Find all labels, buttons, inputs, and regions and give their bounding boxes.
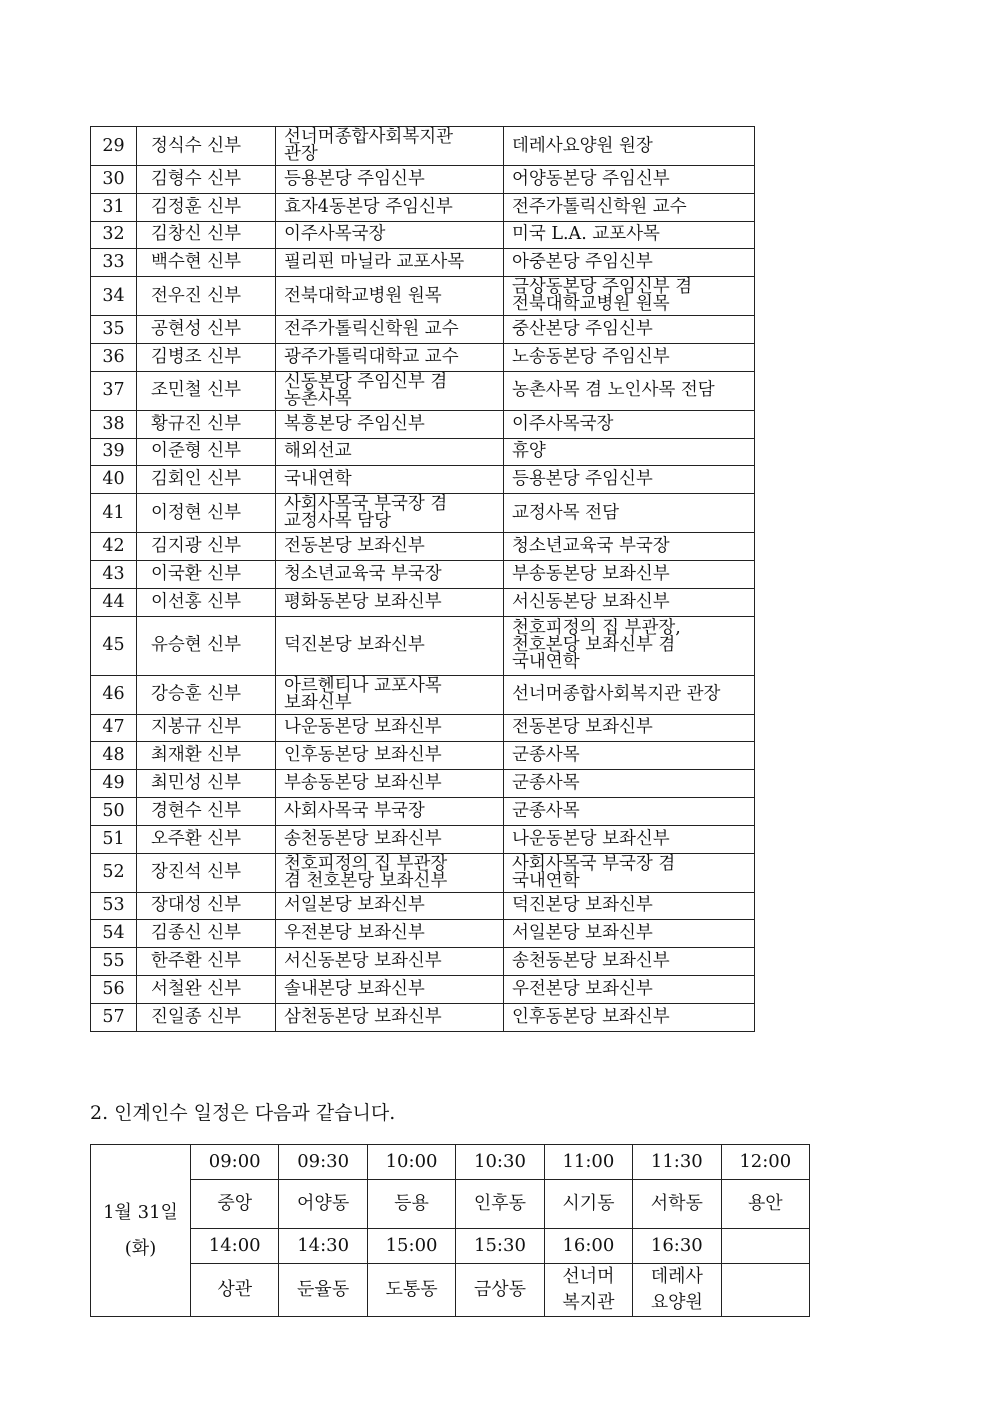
cell-line: 전주가톨릭신학원 교수 [512, 196, 687, 217]
cell-line: 금상동본당 주임신부 겸 [512, 277, 693, 298]
cell-line: 나운동본당 보좌신부 [284, 717, 442, 738]
cell-line: 요양원 [650, 1292, 703, 1313]
new-post [504, 166, 755, 194]
cell-line: 서일본당 보좌신부 [284, 895, 425, 916]
priest-name: 최민성 신부 [137, 770, 276, 798]
row-number: 29 [91, 127, 137, 166]
table-row [91, 714, 755, 742]
priest-name: 오주환 신부 [137, 825, 276, 853]
table-row [91, 975, 755, 1003]
previous-post [276, 560, 504, 588]
previous-post [276, 920, 504, 948]
priest-name: 이준형 신부 [137, 438, 276, 466]
cell-line: 솔내본당 보좌신부 [284, 978, 425, 999]
priest-name: 이정현 신부 [137, 494, 276, 533]
cell-line: 둔율동 [297, 1279, 350, 1300]
cell-line: 등용 [394, 1193, 429, 1214]
new-post [504, 343, 755, 371]
cell-line: 신동본당 주임신부 겸 [284, 371, 448, 392]
previous-post [276, 533, 504, 561]
previous-post [276, 166, 504, 194]
new-post [504, 588, 755, 616]
row-number: 30 [91, 166, 137, 194]
cell-line: 인후동본당 보좌신부 [284, 745, 442, 766]
new-post [504, 316, 755, 344]
row-number: 34 [91, 277, 137, 316]
cell-line: 교정사목 담당 [284, 511, 391, 532]
previous-post [276, 277, 504, 316]
cell-line: 농촌사목 겸 노인사목 전담 [512, 380, 715, 401]
priest-name: 김정훈 신부 [137, 193, 276, 221]
cell-line: 해외선교 [284, 441, 352, 462]
cell-line: 데레사요양원 원장 [512, 135, 653, 156]
table-row [91, 825, 755, 853]
schedule-heading: 2. 인계인수 일정은 다음과 같습니다. [90, 1102, 396, 1124]
new-post [504, 371, 755, 410]
cell-line: 상관 [217, 1279, 253, 1300]
new-post [504, 127, 755, 166]
new-post [504, 466, 755, 494]
row-number: 35 [91, 316, 137, 344]
new-post [504, 892, 755, 920]
new-post [504, 560, 755, 588]
previous-post [276, 193, 504, 221]
cell-line: 아중본당 주임신부 [512, 252, 653, 273]
cell-line: 필리핀 마닐라 교포사목 [284, 252, 465, 273]
row-number: 53 [91, 892, 137, 920]
previous-post [276, 770, 504, 798]
table-row [91, 371, 755, 410]
cell-line: 미국 L.A. 교포사목 [512, 224, 660, 245]
personnel-table [90, 126, 755, 1032]
schedule-row-afternoon-times [91, 1229, 810, 1264]
row-number: 36 [91, 343, 137, 371]
cell-line: 국내연학 [512, 870, 580, 891]
cell-line: 군종사목 [512, 773, 580, 794]
cell-line: 어양동 [297, 1193, 350, 1214]
row-number: 31 [91, 193, 137, 221]
previous-post [276, 797, 504, 825]
row-number: 38 [91, 410, 137, 438]
cell-line: 인후동본당 보좌신부 [512, 1006, 670, 1027]
row-number: 54 [91, 920, 137, 948]
cell-line: 국내연학 [512, 652, 580, 673]
cell-line: 복지관 [562, 1292, 615, 1313]
cell-line: 중앙 [217, 1193, 253, 1214]
cell-line: 관장 [284, 144, 318, 164]
cell-line: 나운동본당 보좌신부 [512, 828, 670, 849]
new-post [504, 438, 755, 466]
row-number: 45 [91, 616, 137, 675]
new-post [504, 770, 755, 798]
row-number: 56 [91, 975, 137, 1003]
cell-line: 전주가톨릭신학원 교수 [284, 319, 459, 340]
table-row [91, 221, 755, 249]
new-post [504, 221, 755, 249]
priest-name: 전우진 신부 [137, 277, 276, 316]
row-number: 32 [91, 221, 137, 249]
row-number: 52 [91, 853, 137, 892]
priest-name: 김종신 신부 [137, 920, 276, 948]
cell-line: 겸 천호본당 보좌신부 [284, 870, 448, 891]
priest-name: 김지광 신부 [137, 533, 276, 561]
cell-line: 금상동 [473, 1279, 527, 1300]
schedule-place [721, 1264, 809, 1317]
schedule-place [367, 1180, 455, 1229]
schedule-time: 14:30 [279, 1229, 367, 1264]
table-row [91, 410, 755, 438]
schedule-time: 15:30 [456, 1229, 544, 1264]
cell-line: 노송동본당 주임신부 [512, 346, 670, 367]
cell-line: 선너머종합사회복지관 [284, 127, 454, 147]
previous-post [276, 343, 504, 371]
previous-post [276, 714, 504, 742]
schedule-time: 10:30 [456, 1145, 544, 1180]
table-row [91, 675, 755, 714]
schedule-time: 16:00 [544, 1229, 632, 1264]
schedule-row-afternoon-places [91, 1264, 810, 1317]
priest-name: 김회인 신부 [137, 466, 276, 494]
schedule-place [721, 1180, 809, 1229]
priest-name: 지봉규 신부 [137, 714, 276, 742]
cell-line: 부송동본당 보좌신부 [284, 773, 442, 794]
priest-name: 장대성 신부 [137, 892, 276, 920]
schedule-place [633, 1264, 721, 1317]
cell-line: 청소년교육국 부국장 [512, 536, 670, 557]
priest-name: 김병조 신부 [137, 343, 276, 371]
priest-name: 정식수 신부 [137, 127, 276, 166]
cell-line: 우전본당 보좌신부 [512, 978, 653, 999]
cell-line: 덕진본당 보좌신부 [512, 895, 653, 916]
table-row [91, 616, 755, 675]
priest-name: 강승훈 신부 [137, 675, 276, 714]
cell-line: 아르헨티나 교포사목 [284, 675, 442, 696]
previous-post [276, 466, 504, 494]
handover-schedule-table [90, 1144, 810, 1317]
cell-line: 이주사목국장 [284, 224, 386, 245]
new-post [504, 249, 755, 277]
new-post [504, 277, 755, 316]
previous-post [276, 410, 504, 438]
table-row [91, 193, 755, 221]
table-row [91, 588, 755, 616]
row-number: 44 [91, 588, 137, 616]
cell-line: 시기동 [562, 1193, 615, 1214]
schedule-date-cell [91, 1145, 191, 1317]
schedule-place [367, 1264, 455, 1317]
cell-line: 교정사목 전담 [512, 502, 619, 523]
row-number: 33 [91, 249, 137, 277]
cell-line: 청소년교육국 부국장 [284, 563, 442, 584]
cell-line: 인후동 [473, 1193, 527, 1214]
schedule-place [544, 1264, 632, 1317]
previous-post [276, 742, 504, 770]
schedule-time: 11:00 [544, 1145, 632, 1180]
cell-line: 서신동본당 보좌신부 [284, 951, 442, 972]
table-row [91, 797, 755, 825]
schedule-place [633, 1180, 721, 1229]
new-post [504, 825, 755, 853]
priest-name: 조민철 신부 [137, 371, 276, 410]
priest-name: 백수현 신부 [137, 249, 276, 277]
row-number: 47 [91, 714, 137, 742]
row-number: 51 [91, 825, 137, 853]
cell-line: 데레사 [650, 1266, 703, 1287]
previous-post [276, 249, 504, 277]
schedule-place [279, 1264, 367, 1317]
cell-line: 휴양 [512, 441, 546, 462]
cell-line: 농촌사목 [284, 388, 352, 409]
schedule-time: 11:30 [633, 1145, 721, 1180]
previous-post [276, 825, 504, 853]
table-row [91, 1003, 755, 1031]
cell-line: 선너머 [562, 1266, 615, 1287]
cell-line: 송천동본당 보좌신부 [512, 951, 670, 972]
schedule-row-morning-times [91, 1145, 810, 1180]
row-number: 55 [91, 948, 137, 976]
new-post [504, 714, 755, 742]
table-row [91, 853, 755, 892]
cell-line: 사회사목국 부국장 [284, 800, 425, 821]
cell-line: 전북대학교병원 원목 [512, 294, 670, 315]
cell-line: 덕진본당 보좌신부 [284, 635, 425, 656]
new-post [504, 494, 755, 533]
cell-line: 서일본당 보좌신부 [512, 923, 653, 944]
previous-post [276, 494, 504, 533]
priest-name: 서철완 신부 [137, 975, 276, 1003]
table-row [91, 316, 755, 344]
previous-post [276, 438, 504, 466]
cell-line: 서신동본당 보좌신부 [512, 591, 670, 612]
cell-line: 국내연학 [284, 469, 352, 490]
priest-name: 김창신 신부 [137, 221, 276, 249]
schedule-place [456, 1180, 544, 1229]
row-number: 39 [91, 438, 137, 466]
row-number: 43 [91, 560, 137, 588]
previous-post [276, 675, 504, 714]
cell-line: 광주가톨릭대학교 교수 [284, 346, 459, 367]
previous-post [276, 221, 504, 249]
personnel-table-body [91, 127, 755, 1032]
schedule-place [456, 1264, 544, 1317]
schedule-time: 09:30 [279, 1145, 367, 1180]
row-number: 57 [91, 1003, 137, 1031]
table-row [91, 249, 755, 277]
new-post [504, 797, 755, 825]
new-post [504, 533, 755, 561]
cell-line: 도통동 [385, 1279, 438, 1300]
priest-name: 진일종 신부 [137, 1003, 276, 1031]
table-row [91, 892, 755, 920]
priest-name: 유승현 신부 [137, 616, 276, 675]
schedule-date: 1월 31일 [103, 1201, 178, 1223]
cell-line: 사회사목국 부국장 겸 [512, 853, 676, 874]
schedule-time [721, 1229, 809, 1264]
table-row [91, 920, 755, 948]
new-post [504, 853, 755, 892]
previous-post [276, 1003, 504, 1031]
cell-line: 전북대학교병원 원목 [284, 285, 442, 306]
cell-line: 부송동본당 보좌신부 [512, 563, 670, 584]
cell-line: 군종사목 [512, 800, 580, 821]
new-post [504, 920, 755, 948]
previous-post [276, 948, 504, 976]
priest-name: 한주환 신부 [137, 948, 276, 976]
row-number: 41 [91, 494, 137, 533]
cell-line: 전동본당 보좌신부 [512, 717, 653, 738]
row-number: 48 [91, 742, 137, 770]
schedule-time: 12:00 [721, 1145, 809, 1180]
cell-line: 서학동 [650, 1193, 703, 1214]
row-number: 46 [91, 675, 137, 714]
new-post [504, 1003, 755, 1031]
table-row [91, 533, 755, 561]
priest-name: 장진석 신부 [137, 853, 276, 892]
cell-line: 평화동본당 보좌신부 [284, 591, 442, 612]
cell-line: 천호본당 보좌신부 겸 [512, 635, 676, 656]
table-row [91, 948, 755, 976]
previous-post [276, 853, 504, 892]
schedule-time: 15:00 [367, 1229, 455, 1264]
new-post [504, 616, 755, 675]
cell-line: 등용본당 주임신부 [284, 168, 425, 189]
priest-name: 경현수 신부 [137, 797, 276, 825]
cell-line: 효자4동본당 주임신부 [284, 196, 453, 217]
cell-line: 선너머종합사회복지관 관장 [512, 684, 721, 705]
cell-line: 우전본당 보좌신부 [284, 923, 425, 944]
new-post [504, 742, 755, 770]
priest-name: 이선홍 신부 [137, 588, 276, 616]
schedule-time: 09:00 [191, 1145, 279, 1180]
schedule-time: 14:00 [191, 1229, 279, 1264]
cell-line: 복흥본당 주임신부 [284, 413, 425, 434]
priest-name: 최재환 신부 [137, 742, 276, 770]
row-number: 49 [91, 770, 137, 798]
cell-line: 보좌신부 [284, 692, 352, 713]
previous-post [276, 371, 504, 410]
schedule-place [279, 1180, 367, 1229]
cell-line: 전동본당 보좌신부 [284, 536, 425, 557]
row-number: 50 [91, 797, 137, 825]
cell-line: 중산본당 주임신부 [512, 319, 653, 340]
schedule-place [191, 1180, 279, 1229]
priest-name: 공현성 신부 [137, 316, 276, 344]
row-number: 40 [91, 466, 137, 494]
priest-name: 김형수 신부 [137, 166, 276, 194]
table-row [91, 742, 755, 770]
priest-name: 황규진 신부 [137, 410, 276, 438]
previous-post [276, 127, 504, 166]
cell-line: 삼천동본당 보좌신부 [284, 1006, 442, 1027]
schedule-place [191, 1264, 279, 1317]
previous-post [276, 588, 504, 616]
priest-name: 이국환 신부 [137, 560, 276, 588]
previous-post [276, 975, 504, 1003]
table-row [91, 770, 755, 798]
cell-line: 천호피정의 집 부관장 [284, 853, 448, 874]
schedule-day: (화) [124, 1237, 157, 1259]
schedule-time: 10:00 [367, 1145, 455, 1180]
new-post [504, 193, 755, 221]
table-row [91, 466, 755, 494]
new-post [504, 975, 755, 1003]
cell-line: 용안 [747, 1193, 783, 1214]
row-number: 37 [91, 371, 137, 410]
table-row [91, 277, 755, 316]
cell-line: 사회사목국 부국장 겸 [284, 494, 448, 515]
previous-post [276, 892, 504, 920]
table-row [91, 438, 755, 466]
table-row [91, 343, 755, 371]
cell-line: 군종사목 [512, 745, 580, 766]
cell-line: 등용본당 주임신부 [512, 469, 653, 490]
new-post [504, 675, 755, 714]
new-post [504, 948, 755, 976]
schedule-place [544, 1180, 632, 1229]
previous-post [276, 616, 504, 675]
new-post [504, 410, 755, 438]
table-row [91, 127, 755, 166]
table-row [91, 166, 755, 194]
cell-line: 이주사목국장 [512, 413, 614, 434]
schedule-row-morning-places [91, 1180, 810, 1229]
table-row [91, 560, 755, 588]
schedule-time: 16:30 [633, 1229, 721, 1264]
cell-line: 천호피정의 집 부관장, [512, 618, 681, 639]
table-row [91, 494, 755, 533]
row-number: 42 [91, 533, 137, 561]
cell-line: 송천동본당 보좌신부 [284, 828, 442, 849]
cell-line: 어양동본당 주임신부 [512, 168, 670, 189]
previous-post [276, 316, 504, 344]
